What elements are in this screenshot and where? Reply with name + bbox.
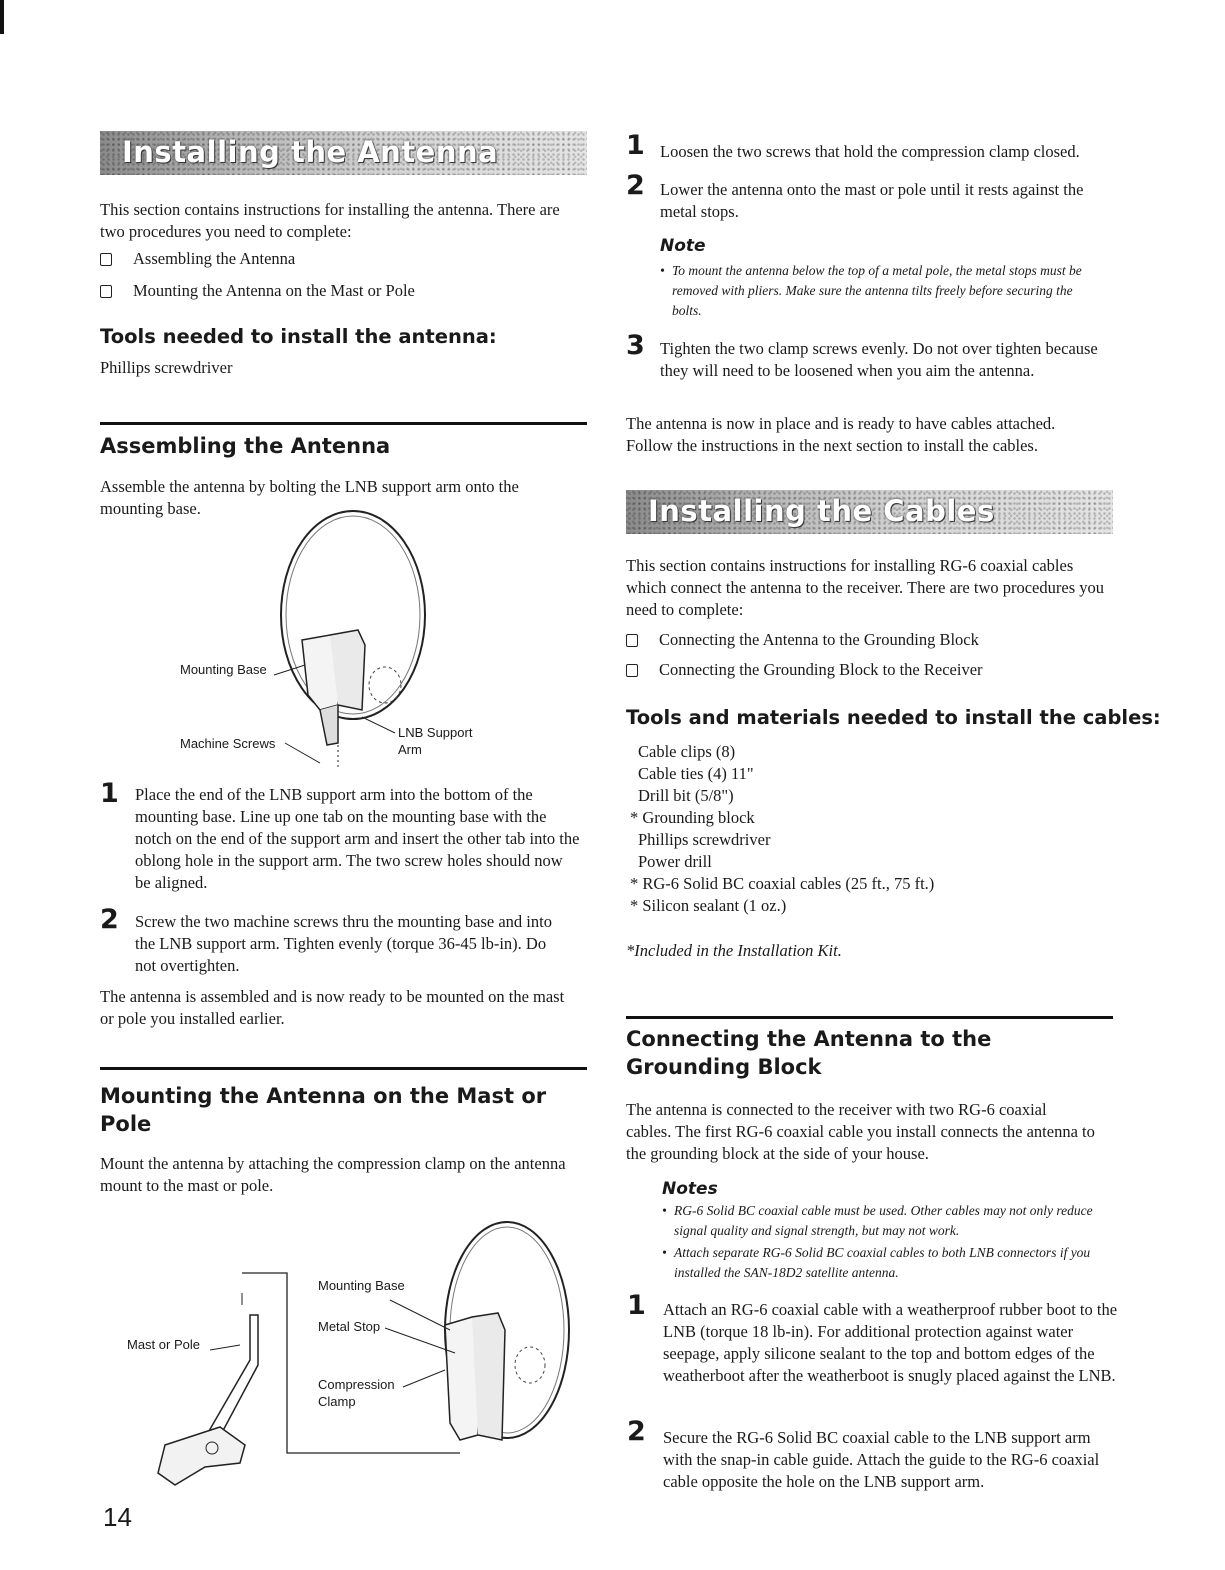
notes-heading: Notes [662,1179,718,1199]
step-number: 1 [626,130,645,161]
step-number: 1 [100,778,119,809]
step-text: Screw the two machine screws thru the mounting base and into the LNB support arm. Tighten evenly (torque 36-45 lb-in). Do not overtighten. [135,912,552,975]
step-number: 2 [626,170,645,201]
connecting-intro: The antenna is connected to the receiver with two RG-6 coaxial cables. The first RG-6 coaxial cable you install connects the antenna to the grounding block at the side of your house. [626,1100,1095,1163]
mounting-intro: Mount the antenna by attaching the compression clamp on the antenna mount to the mast or pole. [100,1154,566,1195]
label-lnb-support: LNB Support [398,725,473,740]
section-rule [100,1067,587,1070]
tools-text: Phillips screwdriver [100,358,233,377]
step-number: 1 [627,1290,646,1321]
tool-item: Drill bit (5/8") [638,786,734,805]
note-bullet: • To mount the antenna below the top of a metal pole, the metal stops must be removed with pliers. Make sure the antenna tilts freely before securing the bolts. [660,263,1082,318]
step-number: 2 [627,1416,646,1447]
step-number: 2 [100,904,119,935]
section-rule [100,422,587,425]
checkbox-icon [100,285,112,298]
checklist-item: Mounting the Antenna on the Mast or Pole [100,281,415,301]
checklist-item: Connecting the Grounding Block to the Receiver [626,660,983,680]
section-banner-antenna [100,131,587,175]
label-mast-or-pole: Mast or Pole [127,1337,200,1352]
kit-note: *Included in the Installation Kit. [626,941,842,960]
step-text: Place the end of the LNB support arm into the bottom of the mounting base. Line up one tab on the mounting base with the notch on the end of the support arm and insert the other tab into the oblong hole in the support arm. The two screw holes should now be aligned. [135,785,580,892]
step-text: Tighten the two clamp screws evenly. Do not over tighten because they will need to be loosened when you aim the antenna. [660,339,1098,380]
note-bullet: • RG-6 Solid BC coaxial cable must be used. Other cables may not only reduce signal quality and signal strength, but may not work. [662,1203,1093,1238]
tool-item: Cable clips (8) [638,742,736,761]
cables-intro: This section contains instructions for installing RG-6 coaxial cables which connect the antenna to the receiver. There are two procedures you need to complete: [626,556,1104,619]
assembling-intro: Assemble the antenna by bolting the LNB support arm onto the mounting base. [100,477,519,518]
tool-item: Power drill [638,852,712,871]
tools-list [630,741,934,917]
checkbox-icon [626,664,638,677]
step-text: Lower the antenna onto the mast or pole until it rests against the metal stops. [660,180,1084,221]
assembling-heading: Assembling the Antenna [100,434,391,458]
tool-item: Cable ties (4) 11" [638,764,754,783]
tool-item: Phillips screwdriver [638,830,771,849]
connecting-heading: Connecting the Antenna to the Grounding Block [626,1027,992,1079]
tool-item: * Grounding block [630,808,755,827]
section-banner-cables [626,490,1113,534]
note-heading: Note [660,236,706,256]
antenna-intro: This section contains instructions for installing the antenna. There are two procedures you need to complete: [100,200,560,241]
checkbox-icon [100,253,112,266]
cables-tools-heading: Tools and materials needed to install the cables: [626,706,1161,729]
label-mounting-base-2: Mounting Base [318,1278,405,1293]
banner-title: Installing the Antenna [122,135,499,169]
page-number: 14 [103,1502,132,1532]
tools-heading: Tools needed to install the antenna: [100,325,497,348]
label-mounting-base: Mounting Base [180,662,267,677]
label-lnb-arm: Arm [398,742,422,757]
banner-title: Installing the Cables [648,494,995,528]
label-clamp: Clamp [318,1394,356,1409]
mounting-figure [120,1205,590,1535]
step-text: Secure the RG-6 Solid BC coaxial cable to the LNB support arm with the snap-in cable guide. Attach the guide to the RG-6 coaxial cable opposite the hole on the LNB support arm. [663,1428,1100,1491]
assembling-outro: The antenna is assembled and is now ready to be mounted on the mast or pole you installed earlier. [100,987,565,1028]
tool-item: * RG-6 Solid BC coaxial cables (25 ft., 75 ft.) [630,874,935,893]
label-compression: Compression [318,1377,395,1392]
checklist-item: Connecting the Antenna to the Grounding Block [626,630,979,650]
step-text: Attach an RG-6 coaxial cable with a weatherproof rubber boot to the LNB (torque 18 lb-in). For additional protection against water seepage, apply silicone sealant to the top and bottom edges of the weatherboot after the weatherboot is snugly placed against the LNB. [663,1300,1118,1385]
tool-item: * Silicon sealant (1 oz.) [630,896,787,915]
label-metal-stop: Metal Stop [318,1319,381,1334]
scan-edge-mark [0,0,4,34]
label-machine-screws: Machine Screws [180,736,276,751]
checkbox-icon [626,634,638,647]
note-bullet: • Attach separate RG-6 Solid BC coaxial cables to both LNB connectors if you installed the SAN-18D2 satellite antenna. [662,1245,1091,1280]
step-text: Loosen the two screws that hold the compression clamp closed. [660,142,1080,161]
mounting-heading: Mounting the Antenna on the Mast or Pole [100,1084,547,1136]
checklist-item: Assembling the Antenna [100,249,295,269]
step-number: 3 [626,330,645,361]
antenna-ready-text: The antenna is now in place and is ready to have cables attached. Follow the instructions in the next section to install the cables. [626,414,1056,455]
section-rule [626,1016,1113,1019]
